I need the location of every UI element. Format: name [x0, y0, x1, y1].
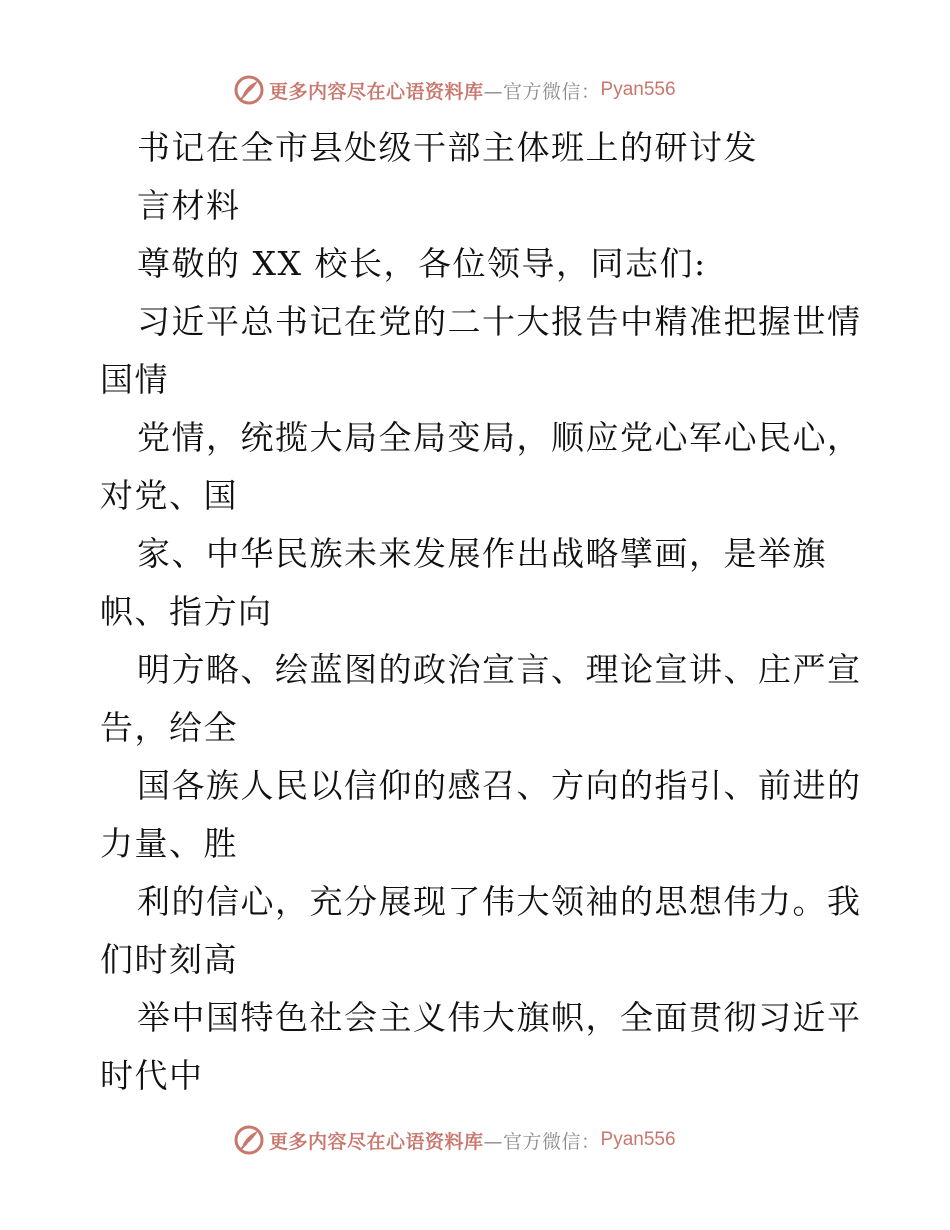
quill-logo-icon — [233, 1124, 265, 1156]
watermark-wechat-id: Pyan556 — [600, 79, 676, 100]
body-text-line: 习近平总书记在党的二十大报告中精准把握世情 — [137, 302, 862, 341]
body-text-line: 帜、指方向 — [100, 592, 273, 631]
body-text-line: 时代中 — [100, 1056, 204, 1095]
watermark-text: 更多内容尽在心语资料库 — [269, 80, 484, 103]
footer-watermark — [233, 1123, 676, 1157]
body-text-line: 国各族人民以信仰的感召、方向的指引、前进的 — [137, 766, 862, 805]
watermark-text: 更多内容尽在心语资料库 — [269, 1130, 484, 1153]
body-text-line: 举中国特色社会主义伟大旗帜，全面贯彻习近平 — [137, 998, 862, 1037]
salutation-line: 尊敬的 XX 校长，各位领导，同志们: — [137, 244, 707, 283]
body-text-line: 家、中华民族未来发展作出战略擘画，是举旗 — [137, 534, 827, 573]
watermark-wechat-id: Pyan556 — [600, 1129, 676, 1150]
body-text-line: 党情，统揽大局全局变局，顺应党心军心民心， — [137, 418, 862, 457]
body-text-line: 明方略、绘蓝图的政治宣言、理论宣讲、庄严宣 — [137, 650, 862, 689]
body-text-line: 国情 — [100, 360, 169, 399]
body-text-line: 力量、胜 — [100, 824, 238, 863]
document-title-line-2: 言材料 — [137, 186, 241, 225]
body-text-line: 对党、国 — [100, 476, 238, 515]
body-text-line: 们时刻高 — [100, 940, 238, 979]
watermark-separator: —官方微信： — [483, 80, 601, 103]
quill-logo-icon — [233, 74, 265, 106]
body-text-line: 利的信心，充分展现了伟大领袖的思想伟力。我 — [137, 882, 862, 921]
body-text-line: 告，给全 — [100, 708, 238, 747]
document-title-line-1: 书记在全市县处级干部主体班上的研讨发 — [137, 128, 758, 167]
header-watermark — [233, 73, 676, 107]
watermark-separator: —官方微信： — [483, 1130, 601, 1153]
